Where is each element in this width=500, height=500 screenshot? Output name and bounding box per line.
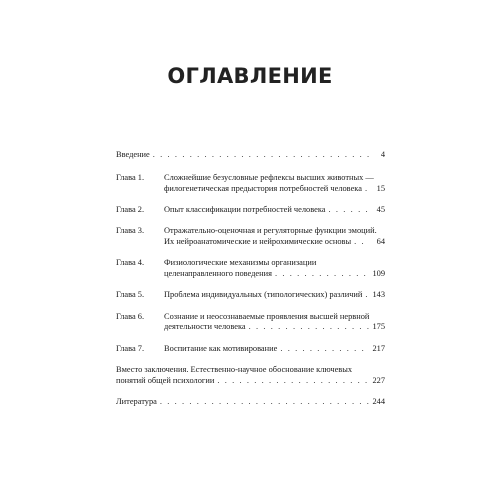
table-of-contents [116, 150, 385, 419]
toc-entry-title [164, 205, 385, 216]
toc-title-text: деятельности человека [164, 322, 246, 332]
toc-entry-title [164, 344, 385, 355]
toc-entry[interactable] [116, 344, 385, 355]
toc-title-text: Их нейроанатомические и нейрохимические основы [164, 237, 352, 247]
chapter-number: Глава 5. [116, 290, 145, 300]
chapter-number: Глава 3. [116, 226, 145, 236]
toc-title-text: Введение [116, 150, 150, 159]
toc-title-text: Проблема индивидуальных (типологических) различий [164, 290, 363, 300]
toc-title-line [116, 365, 385, 376]
toc-title-line [164, 290, 385, 301]
dot-leader [153, 150, 369, 161]
chapter-number: Глава 1. [116, 173, 145, 183]
chapter-number: Глава 2. [116, 205, 145, 215]
toc-title-line [164, 344, 385, 355]
toc-entry[interactable] [116, 173, 385, 194]
toc-entry[interactable] [116, 226, 385, 247]
toc-title-line [116, 376, 385, 387]
toc-title-line [116, 397, 385, 408]
page-number: 244 [372, 397, 385, 407]
toc-entry[interactable] [116, 258, 385, 279]
toc-title-line [164, 205, 385, 216]
toc-title-line [164, 312, 385, 323]
toc-title-line [164, 226, 385, 237]
chapter-number: Глава 7. [116, 343, 145, 353]
toc-title-line [164, 258, 385, 269]
toc-title-text: Опыт классификации потребностей человека [164, 205, 326, 215]
page-number: 64 [376, 237, 385, 247]
dot-leader [275, 269, 369, 280]
page-number: 4 [380, 150, 385, 159]
page-number: 217 [372, 343, 385, 353]
toc-title-text: целенаправленного поведения [164, 269, 272, 279]
toc-entry[interactable] [116, 312, 385, 333]
dot-leader [249, 322, 369, 333]
toc-entry-title [164, 226, 385, 247]
toc-title-line [164, 269, 385, 280]
toc-title-line [164, 173, 385, 184]
page-number: 45 [376, 205, 385, 215]
toc-title-text: филогенетическая предыстория потребностей человека [164, 183, 362, 193]
toc-entry-title [164, 312, 385, 333]
toc-title-text: Сознание и неосознаваемые проявления высшей нервной [164, 311, 370, 321]
toc-entry-title [164, 290, 385, 301]
toc-entry-title [116, 150, 385, 161]
page-number: 143 [372, 290, 385, 300]
toc-title-text: Литература [116, 397, 157, 407]
dot-leader [329, 205, 369, 216]
toc-title-line [164, 322, 385, 333]
toc-entry-title [164, 173, 385, 194]
chapter-number: Глава 6. [116, 311, 145, 321]
page-title: ОГЛАВЛЕНИЕ [167, 64, 333, 88]
toc-entry[interactable] [116, 290, 385, 301]
toc-title-text: Вместо заключения. Естественно-научное обоснование ключевых [116, 365, 353, 375]
toc-title-line [164, 237, 385, 248]
toc-entry-title [164, 258, 385, 279]
toc-title-text: Воспитание как мотивирование [164, 343, 278, 353]
toc-title-line [116, 150, 385, 161]
page-number: 175 [372, 322, 385, 332]
toc-title-line [164, 184, 385, 195]
toc-entry-title [116, 365, 385, 386]
toc-entry[interactable] [116, 150, 385, 161]
toc-entry[interactable] [116, 365, 385, 386]
page-number: 109 [372, 269, 385, 279]
toc-title-text: Отражательно-оценочная и регуляторные функции эмоций. [164, 226, 377, 236]
page-number: 15 [376, 183, 385, 193]
toc-entry[interactable] [116, 397, 385, 408]
toc-entry[interactable] [116, 205, 385, 216]
dot-leader [354, 237, 369, 248]
toc-title-text: Сложнейшие безусловные рефлексы высших животных — [164, 173, 374, 183]
dot-leader [280, 344, 369, 355]
toc-title-text: понятий общей психологии [116, 375, 215, 385]
dot-leader [365, 184, 369, 195]
dot-leader [160, 397, 369, 408]
page-number: 227 [372, 375, 385, 385]
dot-leader [217, 376, 369, 387]
dot-leader [365, 290, 369, 301]
toc-entry-title [116, 397, 385, 408]
toc-title-text: Физиологические механизмы организации [164, 258, 317, 268]
chapter-number: Глава 4. [116, 258, 145, 268]
